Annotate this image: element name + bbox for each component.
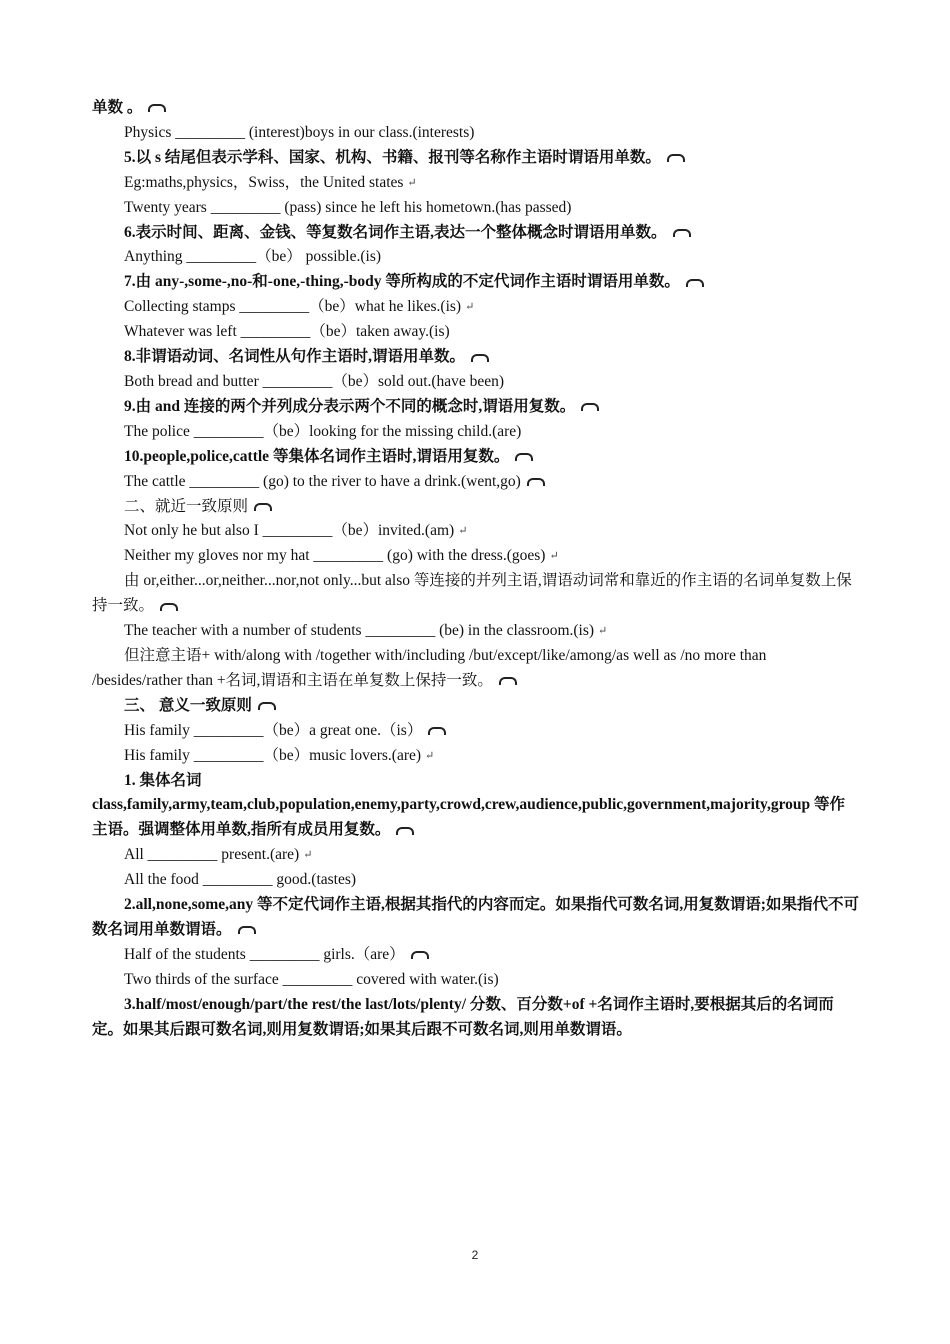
text-line <box>92 744 860 769</box>
text-line <box>92 868 860 893</box>
line-break-icon: ↵ <box>458 525 468 538</box>
text-line <box>92 395 860 420</box>
paragraph-mark-icon <box>667 154 685 162</box>
paragraph-mark-icon <box>428 727 446 735</box>
line-text: All the food _________ good.(tastes) <box>124 871 357 889</box>
line-break-icon: ↵ <box>407 176 417 189</box>
line-text: 3.half/most/enough/part/the rest/the last/lots/plenty/ 分数、百分数+of +名词作主语时,要根据其后的名词而定。如果其后跟可数名词,则用复数谓语;如果其后跟不可数名词,则用单数谓语。 <box>92 995 834 1038</box>
page-number: 2 <box>471 1248 479 1262</box>
line-break-icon: ↵ <box>303 849 313 862</box>
line-text: The police _________（be）looking for the missing child.(are) <box>124 422 522 440</box>
line-text: Twenty years _________ (pass) since he left his hometown.(has passed) <box>124 198 572 216</box>
text-line <box>92 221 860 246</box>
text-line <box>92 893 860 943</box>
text-line <box>92 544 860 569</box>
text-line <box>92 569 860 619</box>
text-line <box>92 420 860 445</box>
line-text: The teacher with a number of students _________ (be) in the classroom.(is) <box>124 622 595 640</box>
text-line <box>92 769 860 844</box>
text-line <box>92 445 860 470</box>
line-break-icon: ↵ <box>465 301 475 314</box>
line-text: Half of the students _________ girls.（are） <box>124 945 405 963</box>
text-line <box>92 370 860 395</box>
line-text: Whatever was left _________（be）taken away.(is) <box>124 323 450 341</box>
paragraph-mark-icon <box>411 951 429 959</box>
text-line <box>92 694 860 719</box>
paragraph-mark-icon <box>258 702 276 710</box>
text-line <box>92 270 860 295</box>
text-line <box>92 519 860 544</box>
line-text: 单数 。 <box>92 99 143 116</box>
line-text: Physics _________ (interest)boys in our class.(interests) <box>124 123 475 141</box>
paragraph-mark-icon <box>254 503 272 511</box>
line-break-icon: ↵ <box>425 749 435 762</box>
text-line <box>92 345 860 370</box>
paragraph-mark-icon <box>471 354 489 362</box>
text-line <box>92 619 860 644</box>
line-text: Eg:maths,physics，Swiss，the United states <box>124 173 404 191</box>
paragraph-mark-icon <box>396 827 414 835</box>
text-line <box>92 943 860 968</box>
line-text: All _________ present.(are) <box>124 846 300 864</box>
paragraph-mark-icon <box>515 453 533 461</box>
text-line <box>92 968 860 993</box>
text-line <box>92 993 860 1043</box>
line-text: Collecting stamps _________（be）what he likes.(is) <box>124 298 462 316</box>
text-line <box>92 245 860 270</box>
line-text: Anything _________（be） possible.(is) <box>124 248 382 266</box>
text-line <box>92 171 860 196</box>
paragraph-mark-icon <box>238 926 256 934</box>
paragraph-mark-icon <box>160 603 178 611</box>
line-text: Not only he but also I _________（be）invited.(am) <box>124 522 455 540</box>
line-text: 6.表示时间、距离、金钱、等复数名词作主语,表达一个整体概念时谓语用单数。 <box>124 223 667 241</box>
paragraph-mark-icon <box>673 229 691 237</box>
text-line <box>92 121 860 146</box>
text-line <box>92 320 860 345</box>
text-line <box>92 295 860 320</box>
line-text: 由 or,either...or,neither...nor,not only...but also 等连接的并列主语,谓语动词常和靠近的作主语的名词单复数上保持一致。 <box>92 572 852 615</box>
paragraph-mark-icon <box>499 677 517 685</box>
line-text: 8.非谓语动词、名词性从句作主语时,谓语用单数。 <box>124 348 466 366</box>
line-text: The cattle _________ (go) to the river to have a drink.(went,go) <box>124 472 521 490</box>
line-text: Both bread and butter _________（be）sold out.(have been) <box>124 373 505 390</box>
line-text: Neither my gloves nor my hat _________ (go) with the dress.(goes) <box>124 547 546 565</box>
text-line <box>92 719 860 744</box>
line-text: 7.由 any-,some-,no-和-one,-thing,-body 等所构成的不定代词作主语时谓语用单数。 <box>124 273 680 291</box>
text-line <box>92 470 860 495</box>
line-text: His family _________（be）a great one.（is） <box>124 721 423 739</box>
text-line <box>92 644 860 694</box>
text-line <box>92 196 860 221</box>
line-break-icon: ↵ <box>549 550 559 563</box>
line-text: 二、就近一致原则 <box>124 497 249 515</box>
paragraph-mark-icon <box>527 478 545 486</box>
line-text: 2.all,none,some,any 等不定代词作主语,根据其指代的内容而定。如果指代可数名词,用复数谓语;如果指代不可数名词用单数谓语。 <box>92 896 859 939</box>
line-text: 但注意主语+ with/along with /together with/including /but/except/like/among/as well as /no more than /besides/rather than +名词,谓语和主语在单复数上保持一致。 <box>92 647 767 689</box>
line-text: Two thirds of the surface _________ covered with water.(is) <box>124 970 499 988</box>
line-text: 5.以 s 结尾但表示学科、国家、机构、书籍、报刊等名称作主语时谓语用单数。 <box>124 148 661 166</box>
line-break-icon: ↵ <box>598 625 608 638</box>
line-text: 1. 集体名词 class,family,army,team,club,population,enemy,party,crowd,crew,audience,public,government,majority,group 等作主语。强调整体用单数,指所有成员用复数。 <box>92 771 846 839</box>
paragraph-mark-icon <box>581 403 599 411</box>
document-body <box>92 96 860 1043</box>
text-line <box>92 96 860 121</box>
paragraph-mark-icon <box>686 279 704 287</box>
text-line <box>92 495 860 520</box>
line-text: 9.由 and 连接的两个并列成分表示两个不同的概念时,谓语用复数。 <box>124 397 576 415</box>
line-text: His family _________（be）music lovers.(are) <box>124 746 422 764</box>
line-text: 10.people,police,cattle 等集体名词作主语时,谓语用复数。 <box>124 447 510 465</box>
text-line <box>92 146 860 171</box>
line-text: 三、 意义一致原则 <box>124 696 252 714</box>
text-line <box>92 843 860 868</box>
paragraph-mark-icon <box>148 104 166 112</box>
